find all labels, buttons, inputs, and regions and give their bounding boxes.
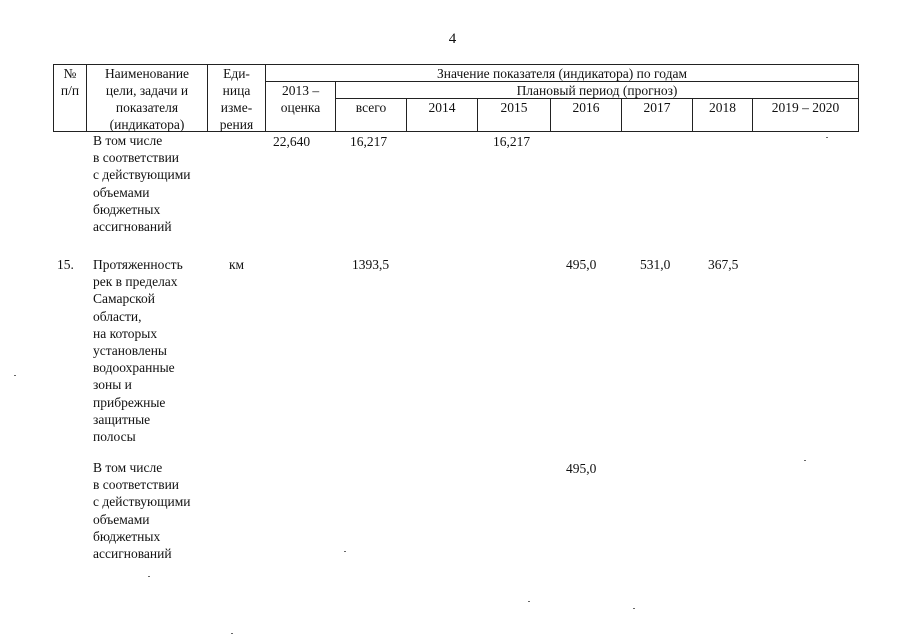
row-name: В том числе в соответствии с действующими объемами бюджетных ассигнований (93, 133, 191, 235)
header-num: № п/п (60, 66, 80, 98)
header-total: всего (355, 100, 387, 115)
header-2014: 2014 (428, 100, 456, 115)
header-unit: Еди- ница изме- рения (219, 66, 254, 132)
row-value-2016: 495,0 (566, 257, 597, 272)
header-2016: 2016 (572, 100, 600, 115)
row-value-2018: 367,5 (708, 257, 739, 272)
header-name: Наименование цели, задачи и показателя (индикатора) (104, 66, 190, 132)
row-value-2015: 16,217 (493, 134, 531, 149)
row-number: 15. (57, 257, 74, 272)
row-value-2013: 22,640 (273, 134, 311, 149)
row-name: В том числе в соответствии с действующими объемами бюджетных ассигнований (93, 460, 191, 562)
header-group-title: Значение показателя (индикатора) по годам (437, 66, 687, 81)
page-number: 4 (448, 31, 457, 47)
row-value-total: 1393,5 (352, 257, 390, 272)
row-value-total: 16,217 (350, 134, 388, 149)
row-value-2016: 495,0 (566, 461, 597, 476)
table-right-border (858, 64, 859, 131)
row-unit: км (229, 257, 245, 272)
header-2019-2020: 2019 – 2020 (771, 100, 840, 115)
row-value-2017: 531,0 (640, 257, 671, 272)
header-plan-title: Плановый период (прогноз) (516, 83, 678, 98)
header-2017: 2017 (643, 100, 671, 115)
header-2018: 2018 (709, 100, 736, 115)
row-name: Протяженность рек в пределах Самарской области, на которых установлены водоохранные зоны и прибрежные защитные полосы (93, 257, 183, 445)
header-2015: 2015 (500, 100, 528, 115)
header-2013: 2013 – оценка (280, 83, 321, 115)
